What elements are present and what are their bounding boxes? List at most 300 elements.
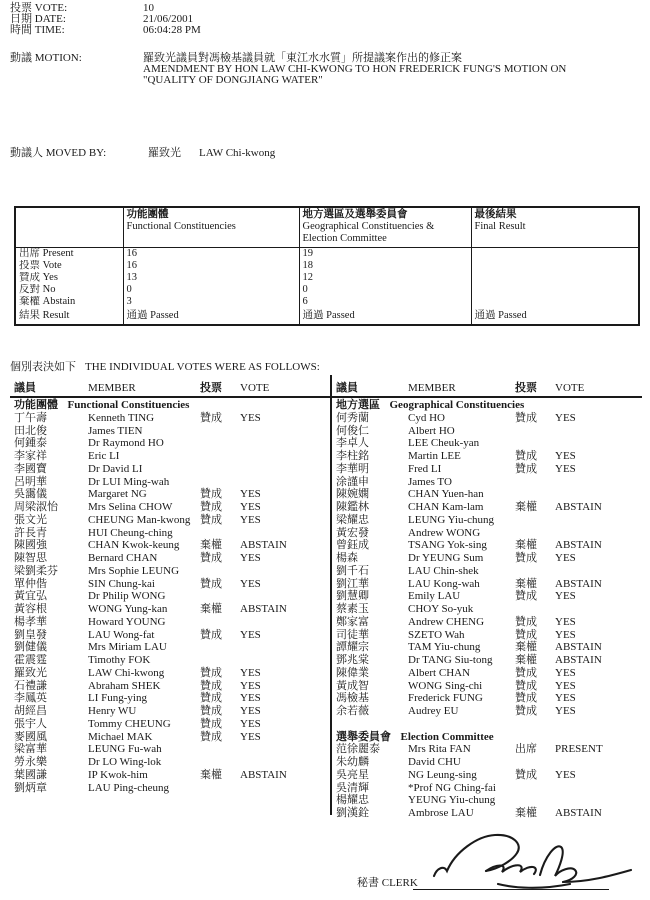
member-name-zh: 張宇人 bbox=[14, 717, 47, 730]
member-col-label-en: MEMBER bbox=[408, 382, 456, 394]
election-committee-member-rows bbox=[336, 743, 644, 820]
summary-row-label: 投票 Vote bbox=[15, 260, 123, 272]
section-header-geographical bbox=[336, 399, 644, 412]
column-divider-line bbox=[330, 375, 332, 815]
member-vote-en: ABSTAIN bbox=[240, 603, 287, 615]
member-row bbox=[336, 488, 644, 501]
member-name-en: LAU Ping-cheung bbox=[88, 781, 169, 794]
member-row bbox=[336, 705, 644, 718]
member-vote-en: PRESENT bbox=[555, 743, 603, 756]
summary-header-final-en: Final Result bbox=[474, 221, 526, 232]
member-name-zh: 劉千石 bbox=[336, 564, 369, 577]
member-name-zh: 李卓人 bbox=[336, 437, 369, 450]
member-vote-en bbox=[240, 782, 326, 795]
member-vote-zh: 棄權 bbox=[515, 501, 537, 513]
member-name-en: Tommy CHEUNG bbox=[88, 717, 171, 730]
member-row bbox=[14, 514, 326, 527]
member-vote-zh bbox=[515, 565, 555, 578]
member-vote-zh: 棄權 bbox=[200, 768, 222, 781]
individual-votes-title-zh: 個別表決如下 bbox=[10, 361, 76, 373]
member-vote-zh: 贊成 bbox=[200, 628, 222, 641]
member-name-en: Fred LI bbox=[408, 462, 442, 475]
summary-header-geographical-zh: 地方選區及選舉委員會 bbox=[302, 209, 408, 220]
member-row bbox=[14, 629, 326, 642]
motion-text-en-2: "QUALITY OF DONGJIANG WATER" bbox=[143, 74, 323, 86]
member-name-zh: 曾鈺成 bbox=[336, 539, 369, 552]
member-vote-en bbox=[240, 641, 326, 654]
moved-by-label: 動議人 MOVED BY: bbox=[10, 147, 107, 159]
member-name-zh: 田北俊 bbox=[14, 424, 47, 437]
member-vote-zh bbox=[200, 743, 240, 756]
summary-value-final bbox=[471, 248, 639, 261]
member-vote-zh bbox=[200, 641, 240, 654]
summary-value-final bbox=[471, 284, 639, 296]
summary-value-final bbox=[471, 260, 639, 272]
member-name-en: Dr TANG Siu-tong bbox=[408, 654, 493, 666]
member-name-en: LAU Kong-wah bbox=[408, 577, 480, 590]
member-vote-zh bbox=[515, 756, 555, 769]
member-name-en: James TIEN bbox=[88, 424, 143, 437]
member-name-zh: 丁午壽 bbox=[14, 411, 47, 424]
member-vote-en bbox=[240, 590, 326, 603]
member-row bbox=[336, 756, 644, 769]
section-functional-zh: 功能團體 bbox=[14, 399, 58, 411]
clerk-signature bbox=[428, 828, 638, 892]
member-vote-zh: 棄權 bbox=[515, 539, 537, 552]
member-name-en: CHAN Yuen-han bbox=[408, 488, 484, 501]
member-vote-en: ABSTAIN bbox=[555, 577, 602, 590]
vote-number-value: 10 bbox=[143, 2, 154, 14]
member-col-label-en: MEMBER bbox=[88, 382, 136, 394]
section-geographical-zh: 地方選區 bbox=[336, 399, 380, 411]
member-row bbox=[14, 578, 326, 591]
member-name-zh: 陳婉嫻 bbox=[336, 488, 369, 501]
member-name-zh: 李國寶 bbox=[14, 462, 47, 475]
member-name-en: CHAN Kwok-keung bbox=[88, 539, 180, 552]
member-name-zh: 劉皇發 bbox=[14, 628, 47, 641]
member-vote-zh: 贊成 bbox=[515, 768, 537, 781]
vote-summary-table bbox=[14, 206, 640, 326]
member-name-zh: 楊森 bbox=[336, 552, 358, 564]
member-row bbox=[336, 463, 644, 476]
member-vote-en bbox=[555, 488, 644, 501]
summary-header-final-zh: 最後結果 bbox=[474, 209, 517, 220]
member-name-zh: 李鳳英 bbox=[14, 692, 47, 705]
member-row bbox=[336, 641, 644, 654]
member-name-en: Frederick FUNG bbox=[408, 692, 483, 705]
member-vote-zh: 贊成 bbox=[515, 705, 537, 717]
member-col-label-zh: 議員 bbox=[14, 382, 36, 394]
member-name-zh: 劉漢銓 bbox=[336, 807, 369, 819]
vote-col-label-en: VOTE bbox=[555, 382, 585, 394]
member-vote-en: YES bbox=[555, 552, 576, 564]
member-row bbox=[14, 565, 326, 578]
member-name-zh: 羅致光 bbox=[14, 666, 47, 679]
member-name-zh: 胡經昌 bbox=[14, 705, 47, 717]
member-vote-en bbox=[555, 476, 644, 489]
summary-value-functional: 16 bbox=[123, 260, 299, 272]
summary-row-label: 結果 Result bbox=[15, 308, 123, 325]
member-vote-en: YES bbox=[240, 730, 261, 743]
member-name-en: Mrs Selina CHOW bbox=[88, 501, 173, 513]
member-name-zh: 司徒華 bbox=[336, 628, 369, 641]
vote-col-label-zh: 投票 bbox=[515, 382, 537, 394]
member-row bbox=[336, 692, 644, 705]
member-name-en: LAW Chi-kwong bbox=[88, 666, 165, 679]
member-name-zh: 余若薇 bbox=[336, 705, 369, 717]
member-vote-zh: 贊成 bbox=[515, 411, 537, 424]
member-name-en: TAM Yiu-chung bbox=[408, 641, 481, 654]
member-name-zh: 黃宏發 bbox=[336, 526, 369, 539]
mover-name-zh: 羅致光 bbox=[148, 147, 181, 159]
moved-by-value bbox=[148, 148, 275, 159]
member-row bbox=[336, 603, 644, 616]
motion-label: 動議 MOTION: bbox=[10, 52, 82, 64]
member-vote-zh: 贊成 bbox=[200, 488, 222, 501]
member-vote-zh: 贊成 bbox=[515, 666, 537, 679]
member-row bbox=[336, 629, 644, 642]
member-vote-zh bbox=[515, 782, 555, 795]
functional-member-rows bbox=[14, 412, 326, 795]
member-name-en: Dr LO Wing-lok bbox=[88, 756, 162, 768]
member-row bbox=[14, 667, 326, 680]
member-vote-en bbox=[555, 756, 644, 769]
member-vote-zh: 贊成 bbox=[515, 450, 537, 462]
member-vote-en bbox=[555, 565, 644, 578]
summary-header-geographical-en: Geographical Constituencies & Election Committee bbox=[302, 221, 435, 244]
summary-row-label: 贊成 Yes bbox=[15, 272, 123, 284]
member-vote-en: YES bbox=[240, 501, 261, 513]
member-vote-en: YES bbox=[555, 590, 576, 603]
summary-header-final bbox=[471, 207, 639, 248]
member-name-en: YEUNG Yiu-chung bbox=[408, 794, 496, 807]
member-name-zh: 楊耀忠 bbox=[336, 794, 369, 807]
member-name-en: Dr YEUNG Sum bbox=[408, 552, 484, 564]
member-row bbox=[336, 539, 644, 552]
member-row bbox=[336, 667, 644, 680]
member-name-en: Dr Raymond HO bbox=[88, 437, 164, 450]
member-vote-zh bbox=[200, 450, 240, 463]
member-row bbox=[336, 437, 644, 450]
member-row bbox=[14, 641, 326, 654]
member-name-zh: 單仲偕 bbox=[14, 577, 47, 590]
member-vote-zh bbox=[200, 463, 240, 476]
summary-value-final bbox=[471, 296, 639, 308]
member-vote-en: YES bbox=[555, 462, 576, 475]
summary-row-label: 反對 No bbox=[15, 284, 123, 296]
member-vote-zh: 贊成 bbox=[515, 462, 537, 475]
section-ec-en: Election Committee bbox=[400, 730, 494, 743]
vote-col-label-zh: 投票 bbox=[200, 382, 222, 394]
member-vote-en: YES bbox=[555, 450, 576, 462]
member-vote-en: YES bbox=[240, 666, 261, 679]
member-row bbox=[14, 437, 326, 450]
member-vote-en: YES bbox=[555, 411, 576, 424]
member-vote-zh bbox=[200, 437, 240, 450]
member-vote-en: ABSTAIN bbox=[555, 641, 602, 654]
member-row bbox=[336, 807, 644, 820]
member-name-en: LEUNG Yiu-chung bbox=[408, 513, 495, 526]
member-vote-zh: 贊成 bbox=[200, 577, 222, 590]
summary-value-geographical: 12 bbox=[299, 272, 471, 284]
member-vote-zh: 棄權 bbox=[515, 577, 537, 590]
member-vote-en: ABSTAIN bbox=[555, 539, 602, 552]
member-vote-zh: 贊成 bbox=[515, 615, 537, 628]
summary-corner-cell bbox=[15, 207, 123, 248]
member-vote-en bbox=[555, 794, 644, 807]
member-vote-en: YES bbox=[240, 679, 261, 692]
member-name-en: Mrs Sophie LEUNG bbox=[88, 564, 180, 577]
member-name-zh: 楊孝華 bbox=[14, 615, 47, 628]
time-label: 時間 TIME: bbox=[10, 24, 65, 36]
member-vote-en bbox=[240, 565, 326, 578]
member-vote-zh: 贊成 bbox=[515, 628, 537, 641]
member-name-en: Andrew WONG bbox=[408, 526, 481, 539]
member-vote-zh bbox=[515, 514, 555, 527]
time-value: 06:04:28 PM bbox=[143, 24, 201, 36]
summary-row-label: 出席 Present bbox=[15, 248, 123, 261]
member-vote-en bbox=[240, 463, 326, 476]
summary-value-functional: 0 bbox=[123, 284, 299, 296]
member-name-en: SZETO Wah bbox=[408, 628, 465, 641]
member-name-zh: 譚耀宗 bbox=[336, 641, 369, 654]
member-name-en: LAU Chin-shek bbox=[408, 564, 479, 577]
member-name-zh: 劉炳章 bbox=[14, 781, 47, 794]
member-vote-zh bbox=[515, 425, 555, 438]
summary-row bbox=[15, 272, 639, 284]
member-name-en: Cyd HO bbox=[408, 411, 445, 424]
member-name-en: Henry WU bbox=[88, 705, 137, 717]
member-vote-zh bbox=[515, 527, 555, 540]
member-vote-zh bbox=[515, 794, 555, 807]
motion-text-zh: 羅致光議員對馮檢基議員就「東江水水質」所提議案作出的修正案 bbox=[143, 52, 462, 64]
member-row bbox=[14, 654, 326, 667]
summary-value-functional: 通過 Passed bbox=[123, 308, 299, 325]
section-ec-zh: 選舉委員會 bbox=[336, 730, 391, 743]
member-name-en: Audrey EU bbox=[408, 705, 459, 717]
member-name-en: Timothy FOK bbox=[88, 654, 151, 666]
summary-value-functional: 16 bbox=[123, 248, 299, 261]
member-name-en: NG Leung-sing bbox=[408, 768, 477, 781]
member-name-en: SIN Chung-kai bbox=[88, 577, 155, 590]
member-vote-zh bbox=[200, 476, 240, 489]
member-row bbox=[14, 782, 326, 795]
member-name-en: Abraham SHEK bbox=[88, 679, 161, 692]
member-vote-en bbox=[240, 616, 326, 629]
member-vote-zh: 棄權 bbox=[515, 654, 537, 666]
geographical-member-rows bbox=[336, 412, 644, 718]
header-divider-line bbox=[10, 396, 642, 398]
member-name-en: WONG Yung-kan bbox=[88, 603, 168, 615]
member-name-en: Margaret NG bbox=[88, 488, 147, 501]
member-name-en: CHEUNG Man-kwong bbox=[88, 513, 191, 526]
member-name-en: David CHU bbox=[408, 756, 461, 768]
member-name-zh: 梁耀忠 bbox=[336, 513, 369, 526]
member-vote-zh: 贊成 bbox=[200, 692, 222, 705]
member-row bbox=[14, 450, 326, 463]
member-row bbox=[336, 616, 644, 629]
member-row bbox=[14, 731, 326, 744]
member-vote-en: YES bbox=[555, 666, 576, 679]
vote-col-label-en: VOTE bbox=[240, 382, 270, 394]
member-name-zh: 勞永樂 bbox=[14, 756, 47, 768]
member-vote-zh: 贊成 bbox=[200, 501, 222, 513]
member-table-header-right bbox=[336, 382, 644, 395]
member-name-en: CHOY So-yuk bbox=[408, 603, 474, 615]
member-name-zh: 涂謹申 bbox=[336, 475, 369, 488]
member-vote-zh: 贊成 bbox=[515, 552, 537, 564]
member-vote-zh bbox=[515, 476, 555, 489]
member-vote-zh bbox=[200, 782, 240, 795]
member-row bbox=[336, 425, 644, 438]
member-vote-en bbox=[240, 743, 326, 756]
member-vote-en: YES bbox=[555, 768, 576, 781]
member-vote-zh bbox=[200, 756, 240, 769]
summary-row bbox=[15, 308, 639, 325]
member-row bbox=[336, 794, 644, 807]
summary-value-final: 通過 Passed bbox=[471, 308, 639, 325]
member-row bbox=[336, 514, 644, 527]
member-name-zh: 陳智思 bbox=[14, 552, 47, 564]
member-row bbox=[336, 450, 644, 463]
member-table-header-left bbox=[14, 382, 326, 395]
section-gap bbox=[336, 718, 644, 731]
member-name-zh: 葉國謙 bbox=[14, 768, 47, 781]
member-row bbox=[14, 501, 326, 514]
member-row bbox=[14, 425, 326, 438]
member-row bbox=[336, 476, 644, 489]
member-name-en: CHAN Kam-lam bbox=[408, 501, 484, 513]
member-name-en: Albert CHAN bbox=[408, 666, 471, 679]
member-vote-en bbox=[555, 527, 644, 540]
member-name-zh: 朱幼麟 bbox=[336, 756, 369, 768]
summary-row-label: 棄權 Abstain bbox=[15, 296, 123, 308]
mover-name-en: LAW Chi-kwong bbox=[199, 147, 276, 159]
summary-header-functional bbox=[123, 207, 299, 248]
member-row bbox=[336, 680, 644, 693]
member-vote-en bbox=[240, 476, 326, 489]
motion-text-en-1: AMENDMENT BY HON LAW CHI-KWONG TO HON FREDERICK FUNG'S MOTION ON bbox=[143, 63, 567, 75]
member-vote-en bbox=[555, 514, 644, 527]
member-name-en: Mrs Rita FAN bbox=[408, 743, 471, 756]
member-name-zh: 何鍾泰 bbox=[14, 437, 47, 450]
member-name-en: LEUNG Fu-wah bbox=[88, 743, 162, 756]
member-row bbox=[336, 590, 644, 603]
member-vote-en: YES bbox=[240, 628, 261, 641]
member-name-en: Andrew CHENG bbox=[408, 615, 485, 628]
member-name-zh: 何秀蘭 bbox=[336, 411, 369, 424]
member-row bbox=[14, 463, 326, 476]
member-col-label-zh: 議員 bbox=[336, 382, 358, 394]
functional-constituencies-column bbox=[14, 399, 326, 794]
summary-header-functional-en: Functional Constituencies bbox=[126, 221, 236, 232]
member-row bbox=[336, 782, 644, 795]
member-vote-en: YES bbox=[240, 692, 261, 705]
member-vote-en: YES bbox=[555, 692, 576, 705]
summary-row bbox=[15, 284, 639, 296]
member-name-zh: 吳靄儀 bbox=[14, 488, 47, 501]
member-vote-zh bbox=[200, 590, 240, 603]
member-name-en: Dr Philip WONG bbox=[88, 590, 166, 603]
member-row bbox=[14, 705, 326, 718]
member-vote-en: YES bbox=[555, 628, 576, 641]
member-row bbox=[336, 654, 644, 667]
member-vote-en: ABSTAIN bbox=[555, 807, 602, 819]
member-vote-en: ABSTAIN bbox=[555, 654, 602, 666]
member-name-zh: 梁富華 bbox=[14, 743, 47, 756]
member-name-zh: 黃成智 bbox=[336, 679, 369, 692]
member-vote-zh: 棄權 bbox=[515, 641, 537, 654]
member-vote-zh: 贊成 bbox=[200, 730, 222, 743]
member-name-zh: 李家祥 bbox=[14, 450, 47, 462]
member-row bbox=[14, 680, 326, 693]
summary-header-row bbox=[15, 207, 639, 248]
member-vote-en: ABSTAIN bbox=[240, 768, 287, 781]
member-row bbox=[336, 552, 644, 565]
member-vote-en: ABSTAIN bbox=[555, 501, 602, 513]
member-vote-en bbox=[555, 437, 644, 450]
summary-value-geographical: 6 bbox=[299, 296, 471, 308]
member-name-en: James TO bbox=[408, 475, 452, 488]
member-row bbox=[14, 552, 326, 565]
member-name-en: Michael MAK bbox=[88, 730, 153, 743]
summary-row bbox=[15, 296, 639, 308]
member-vote-en: YES bbox=[240, 513, 261, 526]
summary-value-geographical: 通過 Passed bbox=[299, 308, 471, 325]
member-row bbox=[336, 527, 644, 540]
member-name-en: HUI Cheung-ching bbox=[88, 526, 173, 539]
member-name-en: Mrs Miriam LAU bbox=[88, 641, 167, 654]
member-row bbox=[14, 603, 326, 616]
member-vote-en bbox=[240, 527, 326, 540]
member-name-zh: 何俊仁 bbox=[336, 424, 369, 437]
summary-value-geographical: 18 bbox=[299, 260, 471, 272]
vote-number-label: 投票 VOTE: bbox=[10, 2, 68, 14]
member-name-en: Dr David LI bbox=[88, 462, 143, 475]
member-row bbox=[14, 590, 326, 603]
member-row bbox=[336, 578, 644, 591]
member-name-zh: 鄧兆棠 bbox=[336, 654, 369, 666]
member-vote-en: YES bbox=[240, 705, 261, 717]
member-vote-en bbox=[555, 782, 644, 795]
member-name-en: WONG Sing-chi bbox=[408, 679, 483, 692]
member-name-zh: 呂明華 bbox=[14, 475, 47, 488]
member-vote-zh bbox=[200, 425, 240, 438]
member-row bbox=[14, 743, 326, 756]
member-name-en: Emily LAU bbox=[408, 590, 461, 603]
summary-row bbox=[15, 260, 639, 272]
member-name-zh: 周梁淑怡 bbox=[14, 501, 58, 513]
member-vote-en bbox=[555, 425, 644, 438]
member-name-en: LEE Cheuk-yan bbox=[408, 437, 480, 450]
member-row bbox=[14, 527, 326, 540]
member-row bbox=[14, 692, 326, 705]
summary-row bbox=[15, 248, 639, 261]
member-vote-en: YES bbox=[555, 679, 576, 692]
member-vote-en: YES bbox=[240, 488, 261, 501]
member-name-en: Howard YOUNG bbox=[88, 615, 166, 628]
member-vote-en bbox=[240, 654, 326, 667]
member-vote-zh: 棄權 bbox=[515, 807, 537, 819]
member-row bbox=[14, 756, 326, 769]
summary-value-functional: 3 bbox=[123, 296, 299, 308]
member-vote-zh: 贊成 bbox=[200, 679, 222, 692]
member-vote-zh: 贊成 bbox=[200, 666, 222, 679]
member-vote-en: YES bbox=[555, 615, 576, 628]
member-row bbox=[14, 488, 326, 501]
summary-value-geographical: 0 bbox=[299, 284, 471, 296]
member-row bbox=[336, 769, 644, 782]
